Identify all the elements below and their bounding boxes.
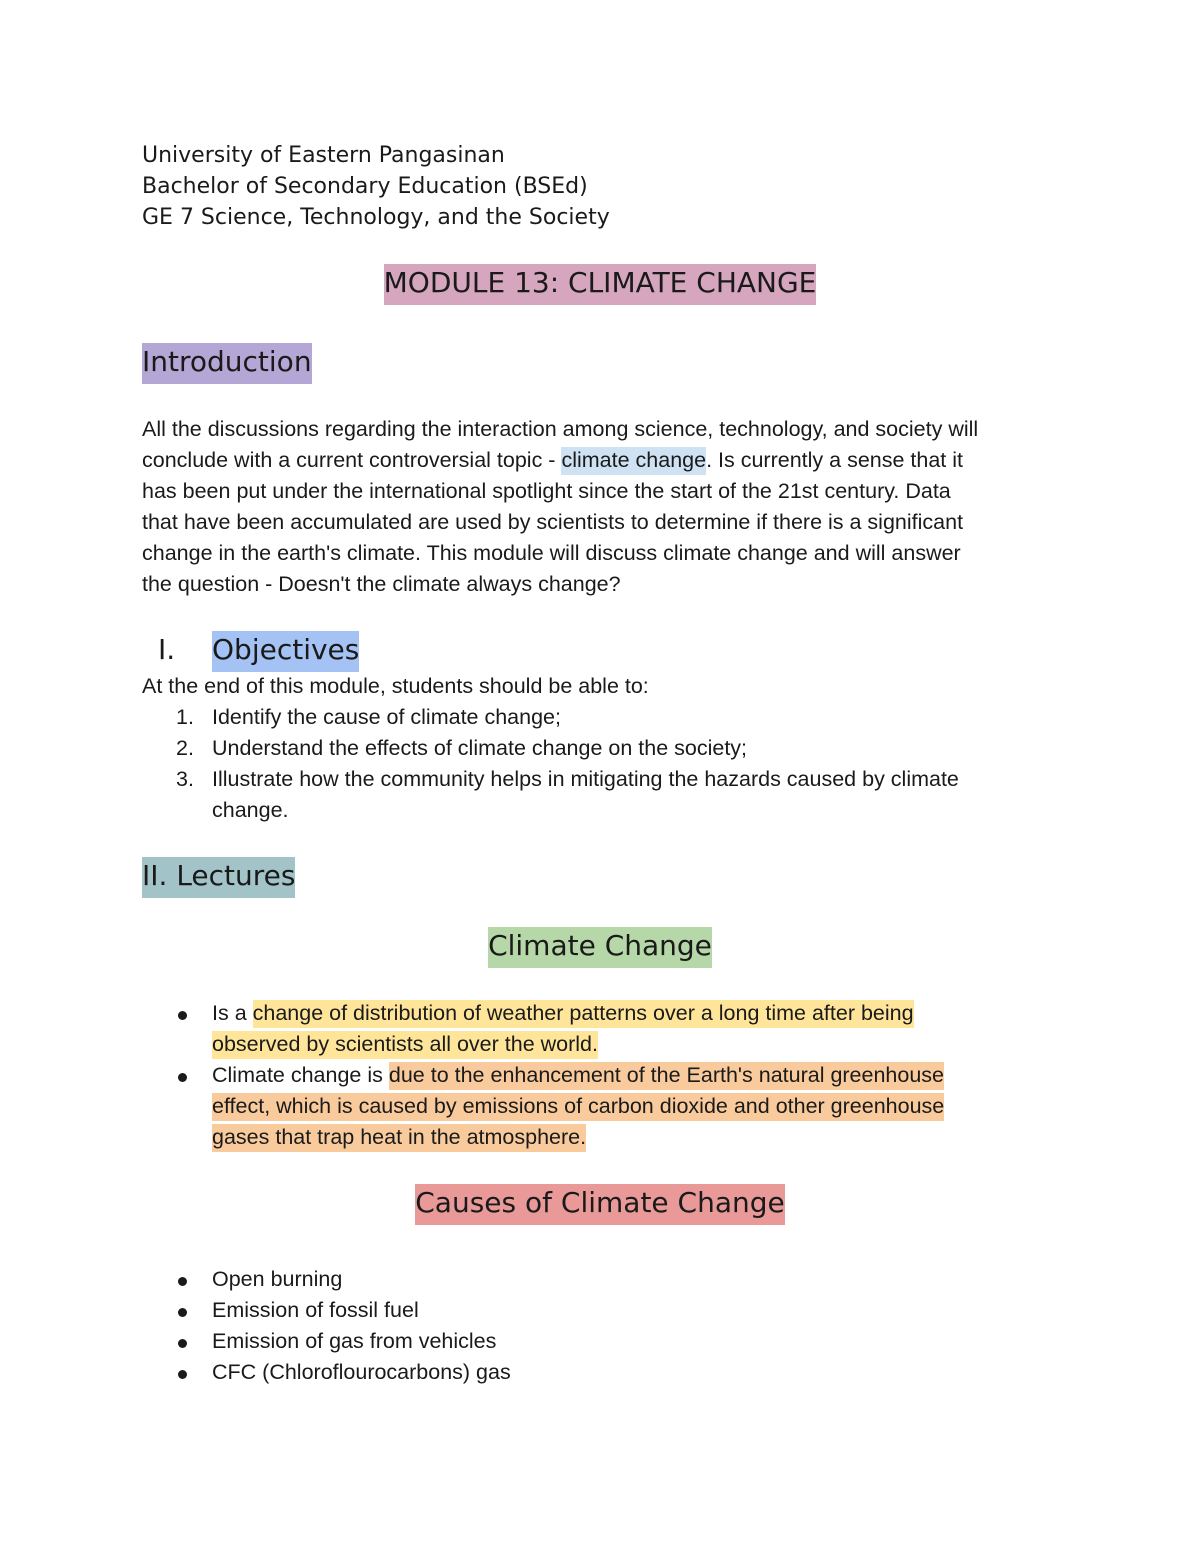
objective-item: Understand the effects of climate change on the society; bbox=[212, 736, 748, 760]
course-title: GE 7 Science, Technology, and the Society bbox=[142, 205, 610, 230]
list-number: 3. bbox=[176, 767, 194, 791]
causes-heading bbox=[142, 1183, 1058, 1223]
cause-item: Emission of gas from vehicles bbox=[212, 1329, 497, 1353]
cause-item: Emission of fossil fuel bbox=[212, 1298, 419, 1322]
introduction-heading bbox=[142, 342, 312, 382]
paragraph-line: change in the earth's climate. This module will discuss climate change and will answer bbox=[142, 541, 961, 565]
bullet-text: Climate change is bbox=[212, 1063, 389, 1087]
objective-item: Illustrate how the community helps in mitigating the hazards caused by climate bbox=[212, 767, 959, 791]
objectives-heading bbox=[212, 630, 359, 670]
causes-heading-text: Causes of Climate Change bbox=[415, 1184, 785, 1225]
paragraph-text: . Is currently a sense that it bbox=[706, 448, 963, 472]
bullet-icon bbox=[178, 1277, 187, 1286]
cause-item: CFC (Chloroflourocarbons) gas bbox=[212, 1360, 511, 1384]
climate-change-heading bbox=[142, 926, 1058, 966]
paragraph-line: the question - Doesn't the climate always change? bbox=[142, 572, 621, 596]
cause-bullet-line bbox=[212, 1091, 944, 1122]
cause-bullet-line bbox=[212, 1060, 944, 1091]
document-page bbox=[142, 0, 1058, 1553]
bullet-icon bbox=[178, 1073, 187, 1082]
objectives-numeral: I. bbox=[158, 633, 176, 666]
cause-bullet-line bbox=[212, 1122, 586, 1153]
highlighted-text: effect, which is caused by emissions of carbon dioxide and other greenhouse bbox=[212, 1093, 944, 1121]
bullet-icon bbox=[178, 1339, 187, 1348]
paragraph-line: All the discussions regarding the interaction among science, technology, and society will bbox=[142, 417, 979, 441]
highlighted-text: change of distribution of weather patterns over a long time after being bbox=[253, 1000, 914, 1028]
bullet-icon bbox=[178, 1011, 187, 1020]
lectures-heading-text: II. Lectures bbox=[142, 857, 295, 898]
list-number: 1. bbox=[176, 705, 194, 729]
bullet-text: Is a bbox=[212, 1001, 253, 1025]
highlighted-text: gases that trap heat in the atmosphere. bbox=[212, 1124, 586, 1152]
definition-bullet-line bbox=[212, 998, 914, 1029]
objectives-heading-text: Objectives bbox=[212, 631, 359, 672]
definition-bullet-line bbox=[212, 1029, 598, 1060]
paragraph-text: conclude with a current controversial topic - bbox=[142, 448, 562, 472]
paragraph-line: has been put under the international spotlight since the start of the 21st century. Data bbox=[142, 479, 951, 503]
module-title-text: MODULE 13: CLIMATE CHANGE bbox=[384, 264, 817, 305]
cause-item: Open burning bbox=[212, 1267, 343, 1291]
objectives-intro: At the end of this module, students should be able to: bbox=[142, 674, 649, 698]
objective-item: Identify the cause of climate change; bbox=[212, 705, 561, 729]
paragraph-line: that have been accumulated are used by scientists to determine if there is a significant bbox=[142, 510, 964, 534]
highlighted-text: observed by scientists all over the world. bbox=[212, 1031, 598, 1059]
introduction-heading-text: Introduction bbox=[142, 343, 312, 384]
degree-program: Bachelor of Secondary Education (BSEd) bbox=[142, 174, 588, 199]
introduction-paragraph bbox=[142, 414, 1058, 600]
objective-item-continuation: change. bbox=[212, 798, 289, 822]
list-number: 2. bbox=[176, 736, 194, 760]
lectures-heading bbox=[142, 856, 295, 896]
university-name: University of Eastern Pangasinan bbox=[142, 143, 505, 168]
module-title bbox=[142, 263, 1058, 303]
bullet-icon bbox=[178, 1308, 187, 1317]
bullet-icon bbox=[178, 1370, 187, 1379]
paragraph-line bbox=[142, 445, 1058, 476]
highlighted-text: due to the enhancement of the Earth's natural greenhouse bbox=[389, 1062, 944, 1090]
climate-change-heading-text: Climate Change bbox=[488, 927, 712, 968]
climate-change-term: climate change bbox=[561, 447, 706, 475]
